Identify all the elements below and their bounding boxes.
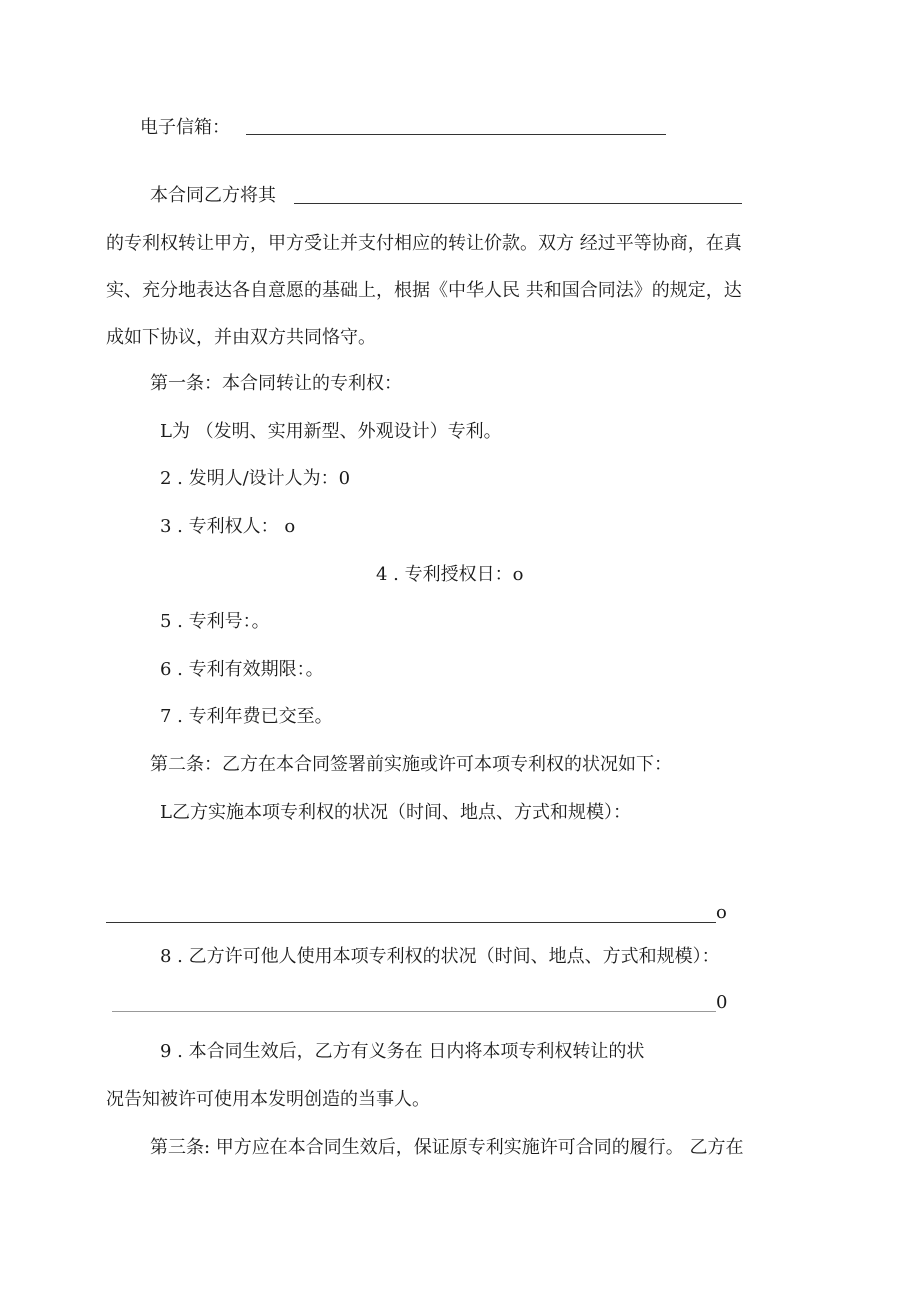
article2-item-9-line-2: 况告知被许可使用本发明创造的当事人。 — [106, 1089, 430, 1110]
email-blank — [246, 134, 666, 135]
email-row — [140, 116, 230, 140]
article1-item-7: 7 . 专利年费已交至。 — [160, 706, 333, 727]
article2-item8-end: 0 — [716, 992, 728, 1013]
article2-item-1: L乙方实施本项专利权的状况（时间、地点、方式和规模）： — [160, 802, 631, 823]
article3-line-1: 第三条: 甲方应在本合同生效后，保证原专利实施许可合同的履行。 乙方在 — [150, 1137, 744, 1158]
article1-title: 第一条：本合同转让的专利权： — [150, 373, 402, 394]
article1-item-1: L为 （发明、实用新型、外观设计）专利。 — [160, 421, 502, 442]
article2-item8-blank — [112, 1011, 716, 1012]
article2-item1-end: o — [716, 902, 727, 923]
intro-line-2: 的专利权转让甲方，甲方受让并支付相应的转让价款。双方 经过平等协商，在真 — [106, 233, 742, 254]
article2-item-9-line-1: 9 . 本合同生效后，乙方有义务在 日内将本项专利权转让的状 — [160, 1041, 645, 1062]
article1-item-5: 5 . 专利号：。 — [160, 611, 270, 632]
article2-item1-blank — [106, 922, 716, 923]
intro-line-4: 成如下协议，并由双方共同恪守。 — [106, 327, 376, 348]
article2-title: 第二条：乙方在本合同签署前实施或许可本项专利权的状况如下： — [150, 754, 672, 775]
patent-name-blank — [294, 203, 742, 204]
article2-item-8: 8 . 乙方许可他人使用本项专利权的状况（时间、地点、方式和规模）： — [160, 946, 720, 967]
article1-item-2: 2 . 发明人/设计人为：0 — [160, 468, 351, 489]
intro-lead: 本合同乙方将其 — [150, 185, 276, 206]
intro-line-3: 实、充分地表达各自意愿的基础上，根据《中华人民 共和国合同法》的规定，达 — [106, 280, 742, 301]
article1-item-3: 3 . 专利权人： o — [160, 516, 296, 537]
email-label: 电子信箱： — [140, 117, 230, 138]
article1-item-6: 6 . 专利有效期限：。 — [160, 659, 324, 680]
article1-item-4: 4 . 专利授权日：o — [376, 564, 524, 585]
